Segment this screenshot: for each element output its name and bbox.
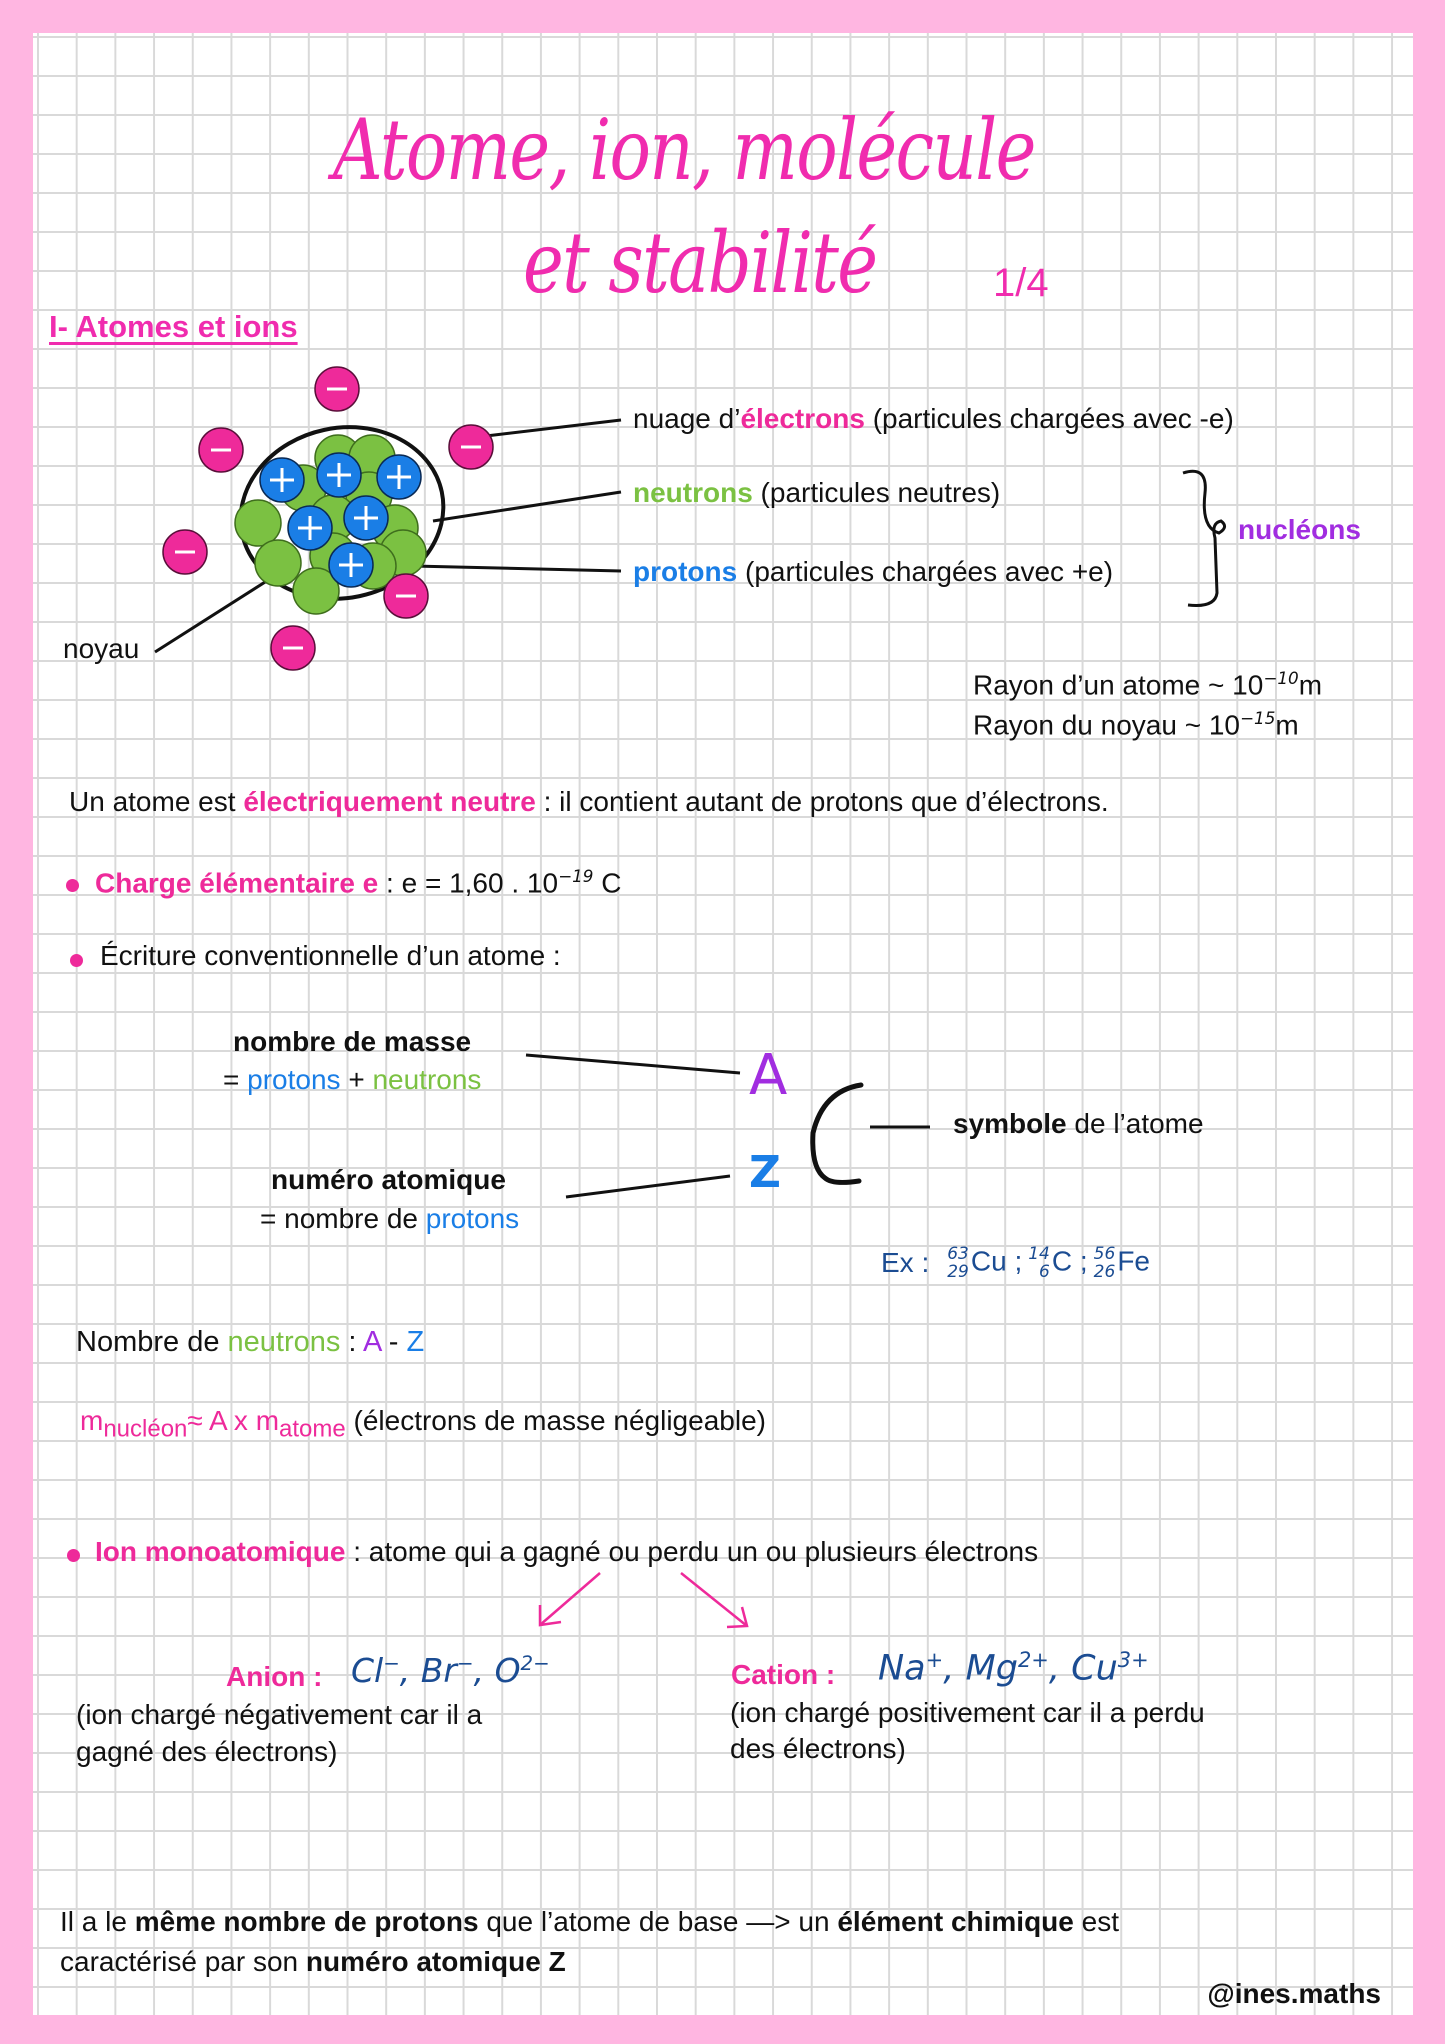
examples-label: Ex :	[881, 1247, 930, 1278]
anion-charge: −	[457, 1652, 474, 1675]
isotope-symbol: Fe	[1117, 1245, 1150, 1277]
mass-m: m	[80, 1405, 104, 1436]
author-signature: @ines.maths	[1207, 1978, 1381, 2009]
conclusion-text: est	[1073, 1906, 1119, 1937]
nucleus-radius-exponent: −15	[1239, 708, 1276, 728]
conclusion-bold: même nombre de protons	[134, 1906, 479, 1937]
conclusion-text: que l’atome de base —> un	[478, 1906, 838, 1937]
anion-charge: −	[383, 1652, 400, 1675]
section-heading: I- Atomes et ions	[49, 309, 298, 344]
charge-exponent: −19	[558, 866, 594, 886]
isotope-mass-number: 56	[1093, 1244, 1116, 1264]
isotope-atomic-number: 6	[1039, 1262, 1050, 1282]
anion-element: Br	[420, 1651, 457, 1690]
isotope-symbol: C	[1051, 1245, 1073, 1277]
cation-charge: +	[925, 1648, 944, 1672]
neutron-count-colon: :	[340, 1326, 363, 1358]
protons-keyword: protons	[633, 556, 738, 587]
charge-unit: C	[593, 867, 622, 899]
conclusion-text: Il a le	[60, 1906, 135, 1937]
page-indicator: 1/4	[993, 261, 1049, 305]
cation-examples	[878, 1648, 1149, 1689]
mass-note: (électrons de masse négligeable)	[345, 1405, 766, 1436]
anion-label: Anion :	[226, 1661, 323, 1692]
cation-charge: 2+	[1017, 1648, 1049, 1672]
anion-desc-line2: gagné des électrons)	[76, 1736, 338, 1767]
isotope-separator: ;	[1006, 1245, 1023, 1277]
isotope-atomic-number: 26	[1093, 1262, 1116, 1282]
mass-number-A: A	[749, 1043, 788, 1108]
atomic-protons: protons	[425, 1203, 520, 1234]
mass-protons: protons	[247, 1064, 341, 1095]
nucleus-radius-label: Rayon du noyau ~ 10	[973, 709, 1240, 741]
mass-eq: =	[223, 1064, 248, 1095]
atom-radius-label: Rayon d’un atome ~ 10	[973, 669, 1264, 701]
mass-approx: ≈ A x m	[187, 1405, 280, 1436]
atom-radius-unit: m	[1298, 669, 1323, 701]
ion-desc: : atome qui a gagné ou perdu un ou plusieurs électrons	[345, 1536, 1039, 1567]
cation-desc-line2: des électrons)	[730, 1733, 906, 1764]
isotope-mass-number: 63	[947, 1244, 969, 1264]
mass-neutrons: neutrons	[372, 1064, 482, 1095]
cation-desc-line1: (ion chargé positivement car il a perdu	[730, 1697, 1205, 1728]
charge-formula: : e = 1,60 . 10	[378, 867, 559, 899]
conclusion-line2	[60, 1946, 566, 1978]
atomic-number-Z: Z	[749, 1147, 781, 1198]
mass-sub-nucleon: nucléon	[103, 1415, 188, 1443]
cation-element: Na	[878, 1648, 926, 1689]
conclusion-bold: numéro atomique Z	[305, 1946, 566, 1977]
notation-intro: Écriture conventionnelle d’un atome :	[100, 940, 561, 971]
atomic-number-label: numéro atomique	[271, 1164, 506, 1195]
mass-plus: +	[340, 1064, 373, 1095]
conclusion-text: caractérisé par son	[60, 1946, 306, 1977]
ion-keyword: Ion monoatomique	[95, 1536, 346, 1567]
neutrality-keyword: électriquement neutre	[243, 786, 536, 817]
electrons-desc: (particules chargées avec -e)	[864, 403, 1234, 434]
anion-charge: 2−	[520, 1652, 550, 1675]
cation-element: Cu	[1071, 1648, 1118, 1689]
nucleus-label: noyau	[63, 633, 140, 664]
cation-comma: ,	[1048, 1648, 1072, 1689]
cation-charge: 3+	[1117, 1648, 1149, 1672]
isotope-separator: ;	[1072, 1245, 1088, 1277]
notebook-page	[33, 33, 1413, 2015]
electrons-keyword: électrons	[740, 403, 865, 434]
conclusion-bold: élément chimique	[837, 1906, 1074, 1937]
symbol-desc: de l’atome	[1066, 1108, 1204, 1139]
cation-label: Cation :	[731, 1659, 836, 1690]
neutron-count-neutrons: neutrons	[227, 1326, 341, 1358]
nucleus-radius-unit: m	[1275, 709, 1299, 741]
isotope-mass-number: 14	[1028, 1244, 1050, 1264]
nucleons-label: nucléons	[1238, 514, 1361, 545]
neutron-count-Z: Z	[406, 1326, 425, 1358]
neutrality-prefix: Un atome est	[69, 786, 244, 817]
neutrons-keyword: neutrons	[633, 477, 753, 508]
ion-arrows	[33, 33, 1413, 1733]
neutrality-suffix: : il contient autant de protons que d’électrons.	[535, 786, 1109, 817]
cation-element: Mg	[965, 1648, 1018, 1689]
anion-element: Cl	[351, 1651, 384, 1690]
atomic-eq: = nombre de	[260, 1203, 426, 1234]
mass-sub-atome: atome	[279, 1415, 346, 1443]
conclusion-line1	[60, 1906, 1119, 1938]
anion-examples	[351, 1651, 550, 1690]
mass-number-label: nombre de masse	[233, 1026, 472, 1057]
anion-desc-line1: (ion chargé négativement car il a	[76, 1699, 483, 1730]
neutron-count-prefix: Nombre de	[76, 1326, 228, 1358]
electrons-prefix: nuage d’	[633, 403, 741, 434]
isotope-symbol: Cu	[970, 1245, 1007, 1277]
charge-keyword: Charge élémentaire e	[95, 867, 379, 899]
title-line-1: Atome, ion, molécule	[333, 101, 1035, 199]
protons-desc: (particules chargées avec +e)	[737, 556, 1114, 587]
neutron-count-A: A	[362, 1326, 381, 1358]
neutrons-desc: (particules neutres)	[752, 477, 1001, 508]
anion-comma: ,	[399, 1651, 421, 1690]
anion-comma: ,	[473, 1651, 495, 1690]
anion-element: O	[494, 1651, 521, 1690]
title-line-2: et stabilité	[523, 214, 877, 312]
symbol-keyword: symbole	[953, 1108, 1067, 1139]
isotope-atomic-number: 29	[947, 1262, 969, 1282]
neutron-count-minus: -	[380, 1326, 407, 1358]
atom-radius-exponent: −10	[1263, 668, 1299, 688]
cation-comma: ,	[943, 1648, 966, 1689]
